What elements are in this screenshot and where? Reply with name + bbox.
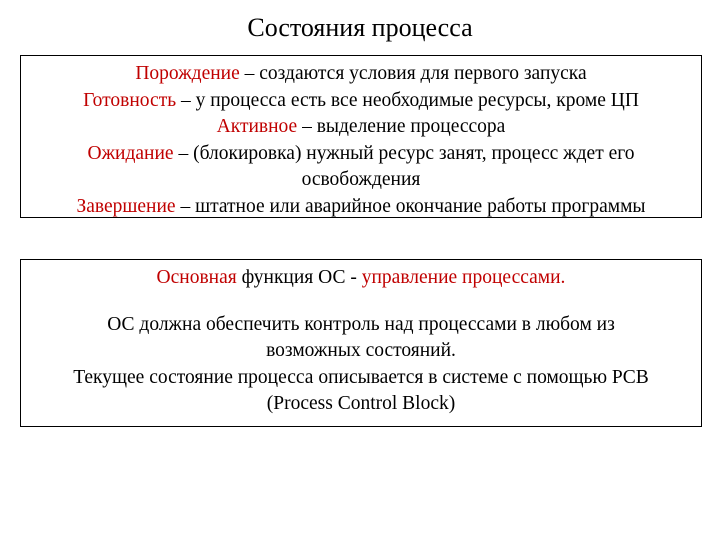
main-function-word: Основная bbox=[156, 267, 237, 288]
state-term: Активное bbox=[216, 116, 298, 137]
state-term: Порождение bbox=[135, 63, 240, 84]
spacer bbox=[21, 292, 701, 312]
os-text-line-4: (Process Control Block) bbox=[266, 393, 456, 414]
main-function-highlight: управление процессами. bbox=[361, 267, 566, 288]
state-line-spawn bbox=[21, 61, 701, 88]
slide-title: Состояния процесса bbox=[247, 13, 473, 42]
state-line-waiting bbox=[21, 141, 701, 168]
state-desc: – у процесса есть все необходимые ресурсы, кроме ЦП bbox=[176, 89, 639, 111]
main-function-line bbox=[21, 265, 701, 292]
state-line-ready bbox=[21, 88, 701, 115]
states-box bbox=[20, 55, 702, 218]
state-desc: – выделение процессора bbox=[297, 116, 506, 137]
state-line-termination bbox=[21, 194, 701, 221]
os-text-line-3: Текущее состояние процесса описывается в системе с помощью PCB bbox=[73, 366, 649, 388]
state-term: Готовность bbox=[83, 89, 177, 111]
os-function-box bbox=[20, 259, 702, 427]
state-desc: – создаются условия для первого запуска bbox=[239, 63, 587, 84]
state-term: Завершение bbox=[76, 195, 176, 217]
state-line-waiting-cont: освобождения bbox=[301, 169, 421, 190]
os-text-line-1: ОС должна обеспечить контроль над процессами в любом из bbox=[107, 313, 615, 335]
main-function-middle: функция ОС - bbox=[236, 267, 362, 288]
state-line-active bbox=[21, 114, 701, 141]
state-desc: – (блокировка) нужный ресурс занят, процесс ждет его bbox=[173, 142, 635, 164]
os-text-line-2: возможных состояний. bbox=[266, 340, 456, 361]
state-term: Ожидание bbox=[87, 142, 174, 164]
state-desc: – штатное или аварийное окончание работы программы bbox=[175, 195, 646, 217]
